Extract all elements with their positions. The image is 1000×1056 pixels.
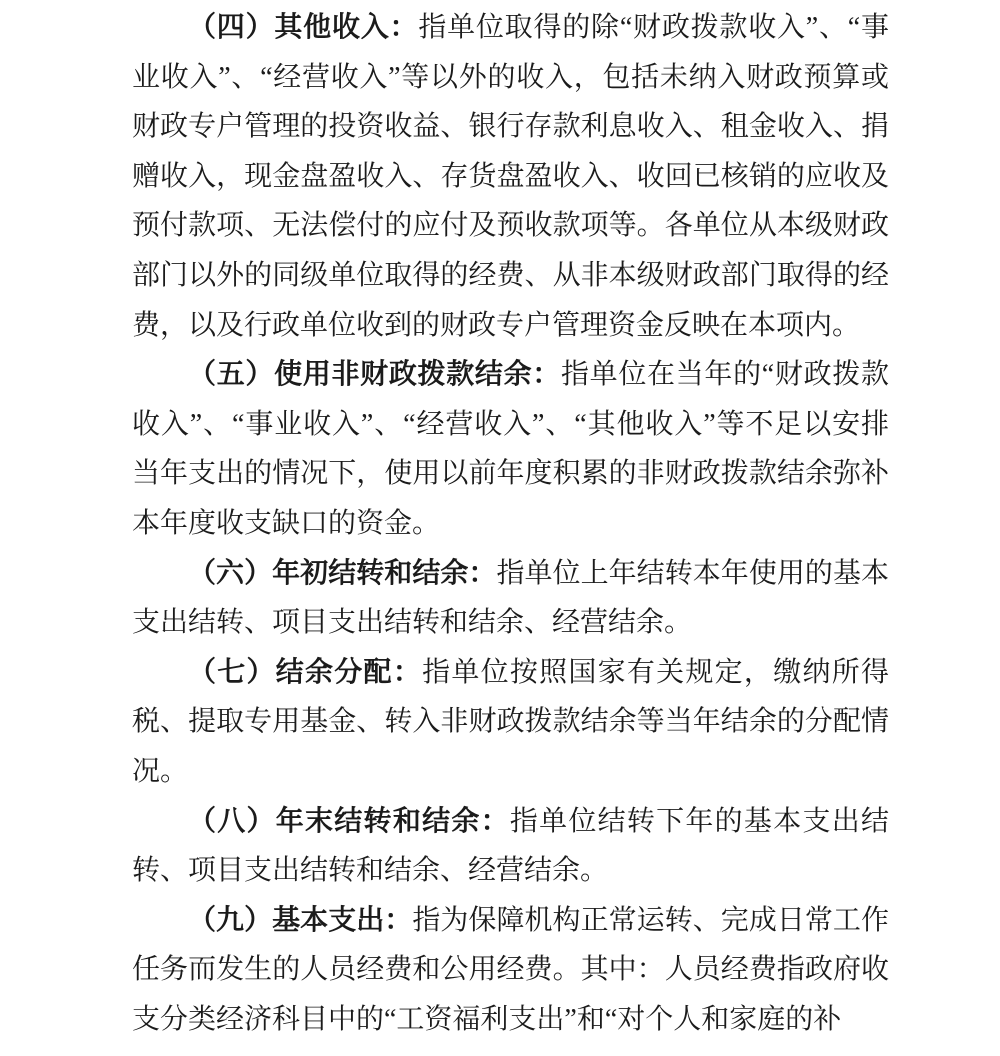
term-definition-year-end-carryover: 指单位结转下年的基本支出结转、项目支出结转和结余、经营结余。 — [132, 805, 889, 887]
term-heading-beginning-year-carryover: （六）年初结转和结余： — [188, 557, 497, 589]
term-heading-use-of-non-fiscal-surplus: （五）使用非财政拨款结余： — [188, 359, 561, 391]
term-definition-beginning-year-carryover: 指单位上年结转本年使用的基本支出结转、项目支出结转和结余、经营结余。 — [132, 557, 889, 639]
paragraph-surplus-distribution — [132, 648, 889, 797]
paragraph-beginning-year-carryover — [132, 549, 889, 648]
term-definition-basic-expenditure: 指为保障机构正常运转、完成日常工作任务而发生的人员经费和公用经费。其中：人员经费指政府收支分类经济科目中的“工资福利支出”和“对个人和家庭的补 — [132, 904, 889, 1035]
paragraph-use-of-non-fiscal-surplus — [132, 350, 889, 548]
term-definition-use-of-non-fiscal-surplus: 指单位在当年的“财政拨款收入”、“事业收入”、“经营收入”、“其他收入”等不足以安排当年支出的情况下，使用以前年度积累的非财政拨款结余弥补本年度收支缺口的资金。 — [132, 359, 889, 539]
term-heading-year-end-carryover: （八）年末结转和结余： — [188, 805, 510, 837]
term-heading-basic-expenditure: （九）基本支出： — [188, 904, 413, 936]
term-heading-other-income: （四）其他收入： — [188, 12, 419, 43]
term-definition-other-income: 指单位取得的除“财政拨款收入”、“事业收入”、“经营收入”等以外的收入，包括未纳入财政预算或财政专户管理的投资收益、银行存款利息收入、租金收入、捐赠收入，现金盘盈收入、存货盘盈收入、收回已核销的应收及预付款项、无法偿付的应付及预收款项等。各单位从本级财政部门以外的同级单位取得的经费、从非本级财政部门取得的经费，以及行政单位收到的财政专户管理资金反映在本项内。 — [132, 12, 889, 341]
paragraph-year-end-carryover — [132, 797, 889, 896]
document-text-block — [132, 3, 889, 1044]
term-definition-surplus-distribution: 指单位按照国家有关规定，缴纳所得税、提取专用基金、转入非财政拨款结余等当年结余的分配情况。 — [132, 656, 889, 787]
paragraph-other-income — [132, 3, 889, 350]
term-heading-surplus-distribution: （七）结余分配： — [188, 656, 423, 688]
paragraph-basic-expenditure — [132, 896, 889, 1045]
